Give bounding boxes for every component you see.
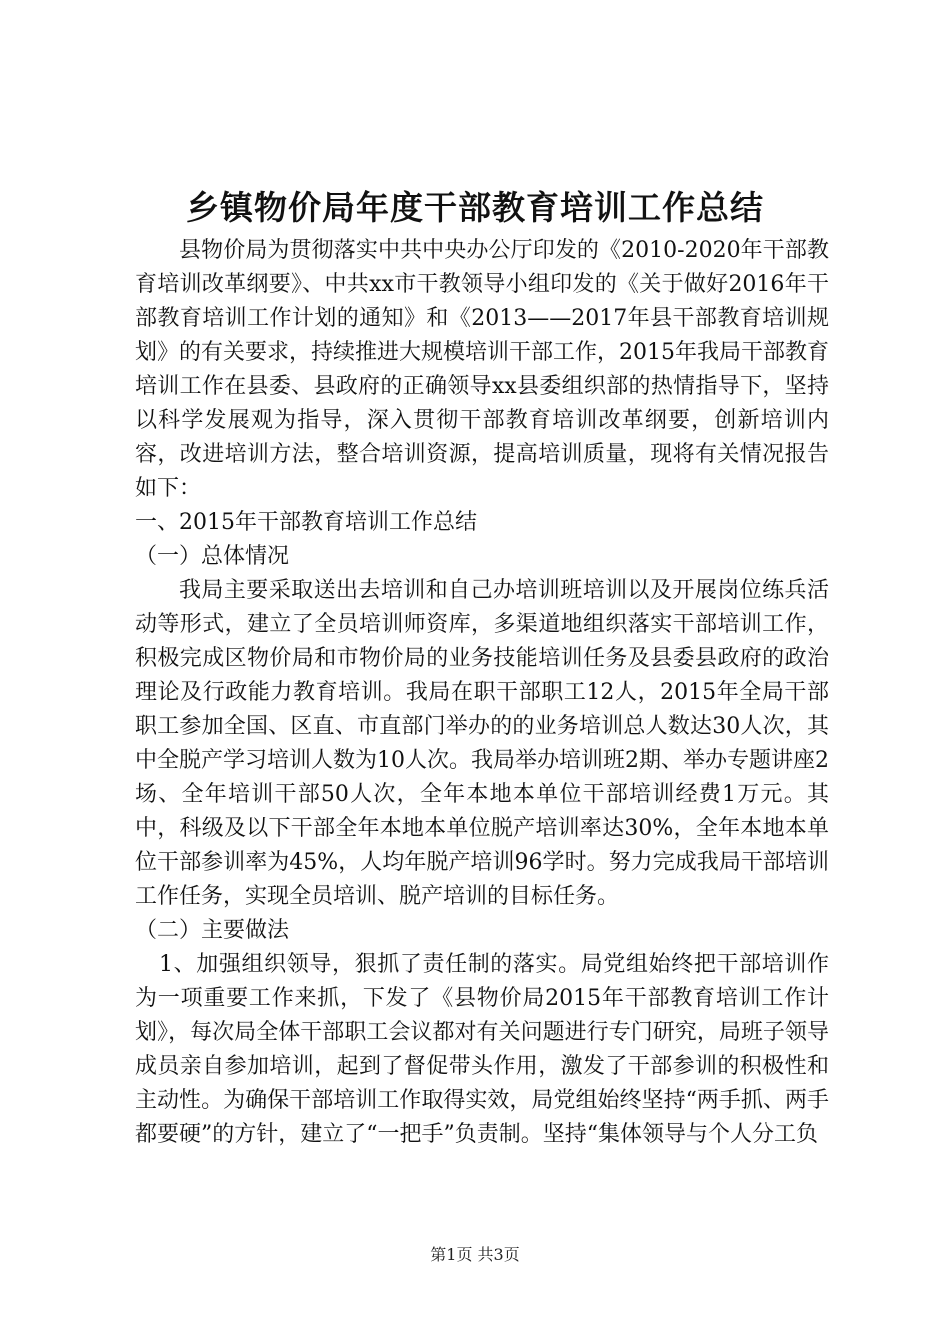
methods-paragraph: 1、加强组织领导，狠抓了责任制的落实。局党组始终把干部培训作为一项重要工作来抓，下发了《县物价局2015年干部教育培训工作计划》，每次局全体干部职工会议都对有关问题进行专门研究，局班子领导成员亲自参加培训，起到了督促带头作用，激发了干部参训的积极性和主动性。为确保干部培训工作取得实效，局党组始终坚持“两手抓、两手都要硬”的方针，建立了“一把手”负责制。坚持“集体领导与个人分工负 bbox=[135, 952, 829, 1147]
overall-paragraph: 我局主要采取送出去培训和自己办培训班培训以及开展岗位练兵活动等形式，建立了全员培训师资库，多渠道地组织落实干部培训工作，积极完成区物价局和市物价局的业务技能培训任务及县委县政府的政治理论及行政能力教育培训。我局在职干部职工12人，2015年全局干部职工参加全国、区直、市直部门举办的的业务培训总人数达30人次，其中全脱产学习培训人数为10人次。我局举办培训班2期、举办专题讲座2场、全年培训干部50人次，全年本地本单位干部培训经费1万元。其中，科级及以下干部全年本地本单位脱产培训率达30%，全年本地本单位干部参训率为45%，人均年脱产培训96学时。努力完成我局干部培训工作任务，实现全员培训、脱产培训的目标任务。 bbox=[135, 578, 829, 909]
intro-paragraph: 县物价局为贯彻落实中共中央办公厅印发的《2010-2020年干部教育培训改革纲要》、中共xx市干教领导小组印发的《关于做好2016年干部教育培训工作计划的通知》和《2013——2017年县干部教育培训规划》的有关要求，持续推进大规模培训干部工作，2015年我局干部教育培训工作在县委、县政府的正确领导xx县委组织部的热情指导下，坚持以科学发展观为指导，深入贯彻干部教育培训改革纲要，创新培训内容，改进培训方法，整合培训资源，提高培训质量，现将有关情况报告如下： bbox=[135, 238, 829, 501]
subsection-heading-methods: （二）主要做法 bbox=[135, 918, 290, 943]
page-footer: 第1页 共3页 bbox=[430, 1245, 520, 1264]
subsection-heading-overall: （一）总体情况 bbox=[135, 544, 290, 569]
document-body bbox=[135, 234, 829, 1152]
document-title: 乡镇物价局年度干部教育培训工作总结 bbox=[186, 188, 764, 227]
section-heading: 一、2015年干部教育培训工作总结 bbox=[135, 510, 477, 535]
